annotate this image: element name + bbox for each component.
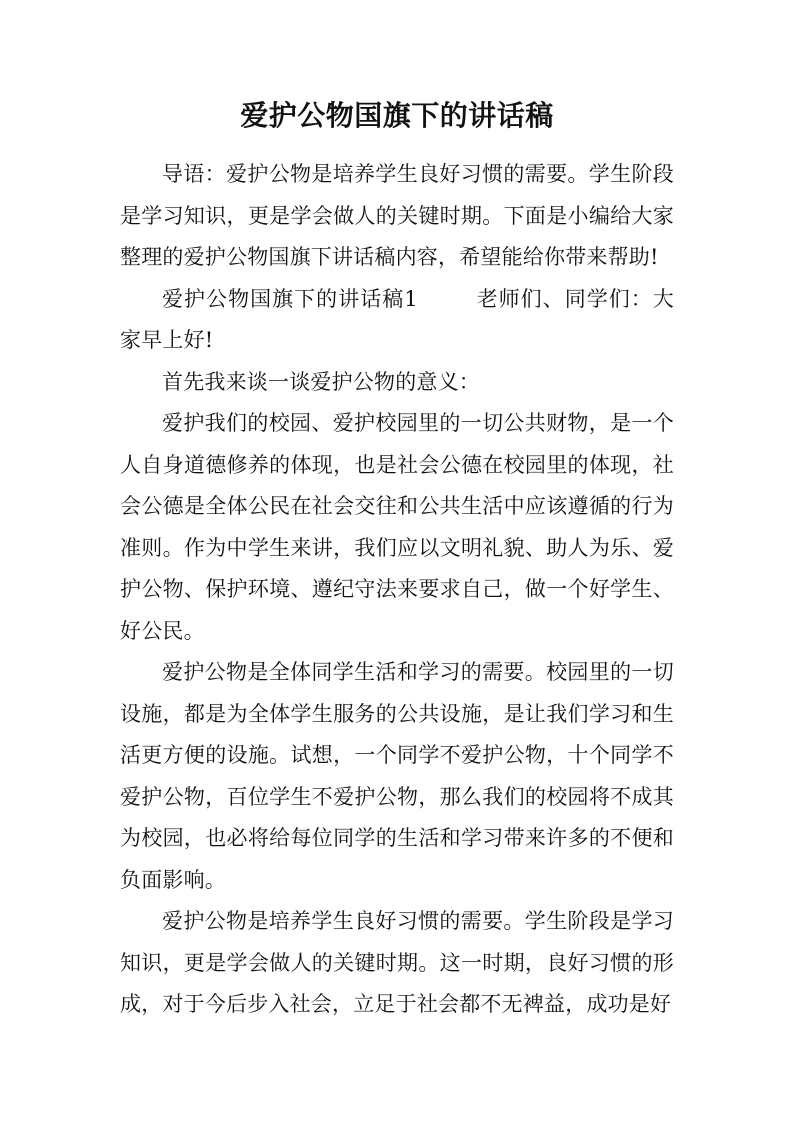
greeting: 老师们、同学们：大家早上好! <box>120 286 674 352</box>
body-paragraph-2: 爱护我们的校园、爱护校园里的一切公共财物，是一个人自身道德修养的体现，也是社会公德在校园里的体现，社会公德是全体公民在社会交往和公共生活中应该遵循的行为准则。作为中学生来讲，我们应以文明礼貌、助人为乐、爱护公物、保护环境、遵纪守法来要求自己，做一个好学生、好公民。 <box>120 411 674 643</box>
speech-heading-paragraph <box>120 279 674 362</box>
body-paragraph-3: 爱护公物是全体同学生活和学习的需要。校园里的一切设施，都是为全体学生服务的公共设施，是让我们学习和生活更方便的设施。试想，一个同学不爱护公物，十个同学不爱护公物，百位学生不爱护公物，那么我们的校园将不成其为校园，也必将给每位同学的生活和学习带来许多的不便和负面影响。 <box>120 660 674 892</box>
speech-heading: 爱护公物国旗下的讲话稿1 <box>162 286 418 311</box>
intro-paragraph: 导语：爱护公物是培养学生良好习惯的需要。学生阶段是学习知识，更是学会做人的关键时期。下面是小编给大家整理的爱护公物国旗下讲话稿内容，希望能给你带来帮助! <box>120 162 674 269</box>
body-paragraph-1: 首先我来谈一谈爱护公物的意义： <box>162 369 480 394</box>
body-paragraph-4: 爱护公物是培养学生良好习惯的需要。学生阶段是学习知识，更是学会做人的关键时期。这一时期，良好习惯的形成，对于今后步入社会，立足于社会都不无裨益，成功是好 <box>120 909 674 1016</box>
document-body <box>120 154 674 1026</box>
document-title: 爱护公物国旗下的讲话稿 <box>240 99 554 132</box>
